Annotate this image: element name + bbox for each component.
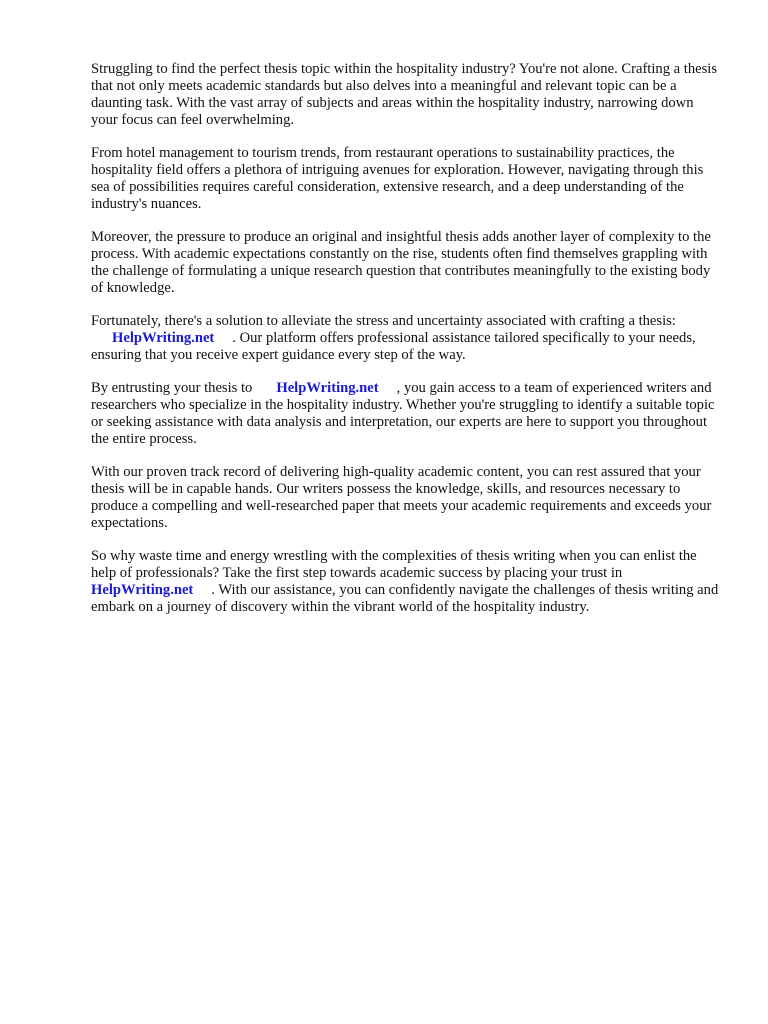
paragraph-solution <box>91 313 723 364</box>
helpwriting-link[interactable]: HelpWriting.net <box>276 380 379 396</box>
paragraph-hospitality-field: From hotel management to tourism trends, from restaurant operations to sustainability practices, the hospitality field offers a plethora of intriguing avenues for exploration. However, navigating through this sea of possibilities requires careful consideration, extensive research, and a deep understanding of the industry's nuances. <box>91 145 704 212</box>
paragraph-solution-text-after: . Our platform offers professional assistance tailored specifically to your needs, ensuring that you receive expert guidance every step of the way. <box>91 330 696 363</box>
paragraph-solution-text-before: Fortunately, there's a solution to alleviate the stress and uncertainty associated with crafting a thesis: <box>91 313 676 329</box>
paragraph-entrusting-text-after: , you gain access to a team of experienced writers and researchers who specialize in the hospitality industry. Whether you're struggling to identify a suitable topic or seeking assistance with data analysis and interpretation, our experts are here to support you throughout the entire process. <box>91 380 715 447</box>
helpwriting-link[interactable]: HelpWriting.net <box>112 330 215 346</box>
helpwriting-link[interactable]: HelpWriting.net <box>91 582 194 598</box>
paragraph-entrusting <box>91 380 723 448</box>
paragraph-closing-text-before: So why waste time and energy wrestling with the complexities of thesis writing when you can enlist the help of professionals? Take the first step towards academic success by placing your trust in <box>91 548 697 581</box>
paragraph-intro: Struggling to find the perfect thesis topic within the hospitality industry? You're not alone. Crafting a thesis that not only meets academic standards but also delves into a meaningful and relevant topic can be a daunting task. With the vast array of subjects and areas within the hospitality industry, narrowing down your focus can feel overwhelming. <box>91 61 718 128</box>
paragraph-track-record: With our proven track record of delivering high-quality academic content, you can rest assured that your thesis will be in capable hands. Our writers possess the knowledge, skills, and resources necessary to produce a compelling and well-researched paper that meets your academic requirements and exceeds your expectations. <box>91 464 712 531</box>
document-body <box>91 61 723 632</box>
paragraph-pressure: Moreover, the pressure to produce an original and insightful thesis adds another layer of complexity to the process. With academic expectations constantly on the rise, students often find themselves grappling with the challenge of formulating a unique research question that contributes meaningfully to the existing body of knowledge. <box>91 229 711 296</box>
paragraph-entrusting-text-before: By entrusting your thesis to <box>91 380 253 396</box>
paragraph-closing-text-after: . With our assistance, you can confidently navigate the challenges of thesis writing and embark on a journey of discovery within the vibrant world of the hospitality industry. <box>91 582 719 615</box>
paragraph-closing <box>91 548 723 616</box>
